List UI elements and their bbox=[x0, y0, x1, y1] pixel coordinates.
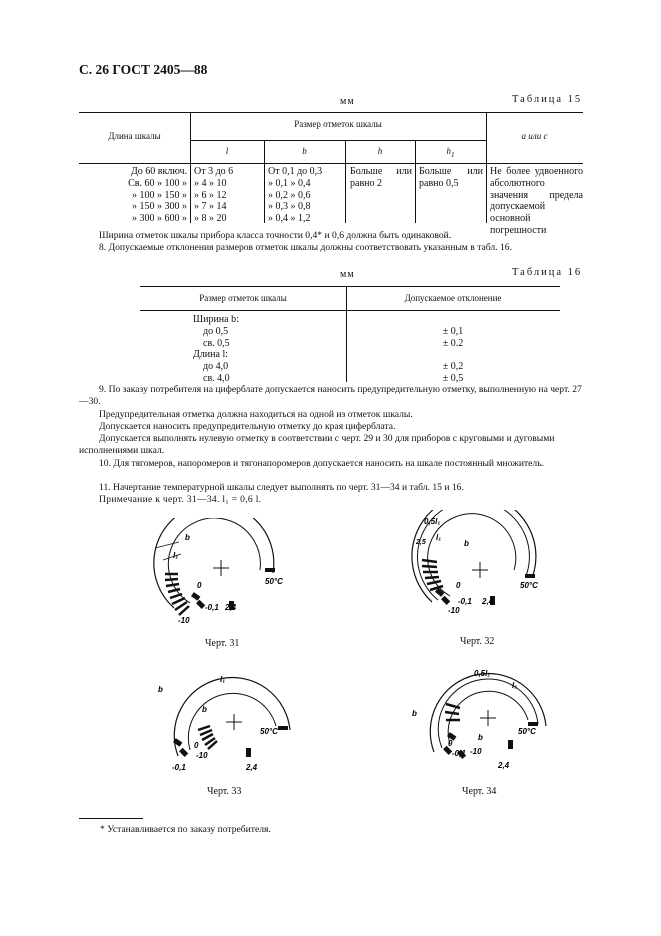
table15-header-l: l bbox=[225, 146, 229, 156]
figure-31-label-minus01: -0,1 bbox=[205, 603, 219, 612]
table15-header-ac: а или с bbox=[521, 131, 548, 141]
figure-34-label-0: 0 bbox=[448, 739, 453, 748]
figure-32-label-l1: l₁ bbox=[436, 533, 442, 542]
figure-33-label-b-inner: b bbox=[202, 705, 207, 714]
table15-l-col: От 3 до 6 » 4 » 10 » 6 » 12 » 7 » 14 » 8 » 20 bbox=[194, 166, 234, 225]
figure-33-dial bbox=[150, 668, 310, 783]
paragraph-11: 11. Начертание температурной шкалы следует выполнять по черт. 31—34 и табл. 15 и 16. bbox=[99, 482, 464, 493]
figure-33-label-0: 0 bbox=[194, 741, 199, 750]
figure-34-label-05l1: 0,5l₁ bbox=[474, 669, 491, 678]
figure-33-label-24: 2,4 bbox=[246, 763, 258, 772]
footnote: * Устанавливается по заказу потребителя. bbox=[100, 824, 271, 835]
figure-33-label-minus01: -0,1 bbox=[172, 763, 186, 772]
figure-32-dial bbox=[400, 510, 560, 625]
table15-header-b: b bbox=[302, 146, 307, 156]
table16-size-col: Ширина b: до 0,5 св. 0,5 Длина l: до 4,0 св. 4,0 bbox=[193, 314, 239, 384]
figure-32-label-b: b bbox=[464, 539, 469, 548]
figure-34-label-24: 2,4 bbox=[498, 761, 510, 770]
figure-31-label-50c: 50°C bbox=[265, 577, 283, 586]
table15-unit: мм bbox=[340, 96, 355, 107]
table15-length-col: До 60 включ. Св. 60 » 100 » » 100 » 150 » » 150 » 300 » » 300 » 600 » bbox=[128, 166, 187, 225]
table16-header-deviation: Допускаемое отклонение bbox=[404, 293, 502, 303]
paragraph-zero-mark: Допускается выполнять нулевую отметку в соответствии с черт. 29 и 30 для приборов с круговыми и дуговыми исполнениями шкал. bbox=[79, 433, 555, 457]
figure-34-label-minus10: -10 bbox=[470, 747, 482, 756]
table16-header-size: Размер отметок шкалы bbox=[199, 293, 287, 303]
figure-31-dial bbox=[145, 518, 305, 633]
table15-caption: Таблица 15 bbox=[512, 94, 583, 105]
paragraph-warning-mark: Предупредительная отметка должна находиться на одной из отметок шкалы. bbox=[99, 409, 413, 420]
table15-ac-value: Не более удвоенного абсолютного значения предела допускаемой основной погрешности bbox=[490, 166, 583, 236]
figure-32-label-minus01: -0,1 bbox=[458, 597, 472, 606]
figure-31-caption: Черт. 31 bbox=[205, 638, 240, 649]
figure-33-caption: Черт. 33 bbox=[207, 786, 242, 797]
figure-34-label-b: b bbox=[412, 709, 417, 718]
figure-33-label-minus10: -10 bbox=[196, 751, 208, 760]
paragraph-10: 10. Для тягомеров, напоромеров и тягонапоромеров допускается наносить на шкале постоянный множитель. bbox=[99, 458, 544, 469]
table15-b-col: От 0,1 до 0,3 » 0,1 » 0,4 » 0,2 » 0,6 » 0,3 » 0,8 » 0,4 » 1,2 bbox=[268, 166, 323, 225]
figure-34-label-l1: l₁ bbox=[512, 681, 518, 690]
table15-h1-value: Больше или равно 0,5 bbox=[419, 166, 483, 189]
figure-32-caption: Черт. 32 bbox=[460, 636, 495, 647]
table15-header-h: h bbox=[377, 146, 383, 156]
footnote-rule bbox=[79, 818, 143, 819]
paragraph-note: Примечание к черт. 31—34. l₁ = 0,6 l. bbox=[99, 494, 262, 505]
figure-33-label-b: b bbox=[158, 685, 163, 694]
figure-34-dial bbox=[400, 664, 560, 779]
figure-32-label-25: 2,5 bbox=[416, 539, 426, 546]
table16-deviation-col: ± 0,1 ± 0.2 ± 0,2 ± 0,5 bbox=[442, 325, 464, 384]
figure-34-label-minus01: -0,1 bbox=[452, 749, 466, 758]
figure-33-label-l1: l₁ bbox=[220, 675, 226, 684]
figure-32-label-minus10: -10 bbox=[448, 606, 460, 615]
figure-34-label-b-inner: b bbox=[478, 733, 483, 742]
figure-31-label-minus10: -10 bbox=[178, 616, 190, 625]
figure-32-label-05l1: 0,5l₁ bbox=[424, 517, 441, 526]
page-header: С. 26 ГОСТ 2405—88 bbox=[79, 62, 208, 77]
paragraph-8: 8. Допускаемые отклонения размеров отметок шкалы должны соответствовать указанным в табл. 16. bbox=[99, 242, 512, 253]
figure-34-caption: Черт. 34 bbox=[462, 786, 497, 797]
figure-32-label-0: 0 bbox=[456, 581, 461, 590]
paragraph-width: Ширина отметок шкалы прибора класса точности 0,4* и 0,6 должна быть одинаковой. bbox=[99, 230, 452, 241]
figure-31-label-b: b bbox=[185, 533, 190, 542]
paragraph-9: 9. По заказу потребителя на циферблате допускается наносить предупредительную отметку, выполненную на черт. 27—30. bbox=[79, 384, 582, 408]
figure-31-label-l1: l₁ bbox=[173, 551, 179, 560]
figure-34-label-50c: 50°C bbox=[518, 727, 536, 736]
figure-32-label-50c: 50°C bbox=[520, 581, 538, 590]
paragraph-warning-edge: Допускается наносить предупредительную отметку до края циферблата. bbox=[99, 421, 396, 432]
figure-31-label-0: 0 bbox=[197, 581, 202, 590]
figure-31-label-24: 2,4 bbox=[225, 603, 237, 612]
figure-33-label-50c: 50°C bbox=[260, 727, 278, 736]
table15-header-length: Длина шкалы bbox=[108, 131, 161, 141]
table15-header-h1: $h_1$ bbox=[446, 146, 455, 159]
table15-header-size: Размер отметок шкалы bbox=[294, 119, 382, 129]
table16-unit: мм bbox=[340, 269, 355, 280]
figure-32-label-24: 2,4 bbox=[482, 597, 494, 606]
table15-h-value: Больше или равно 2 bbox=[350, 166, 412, 189]
table16-caption: Таблица 16 bbox=[512, 267, 583, 278]
